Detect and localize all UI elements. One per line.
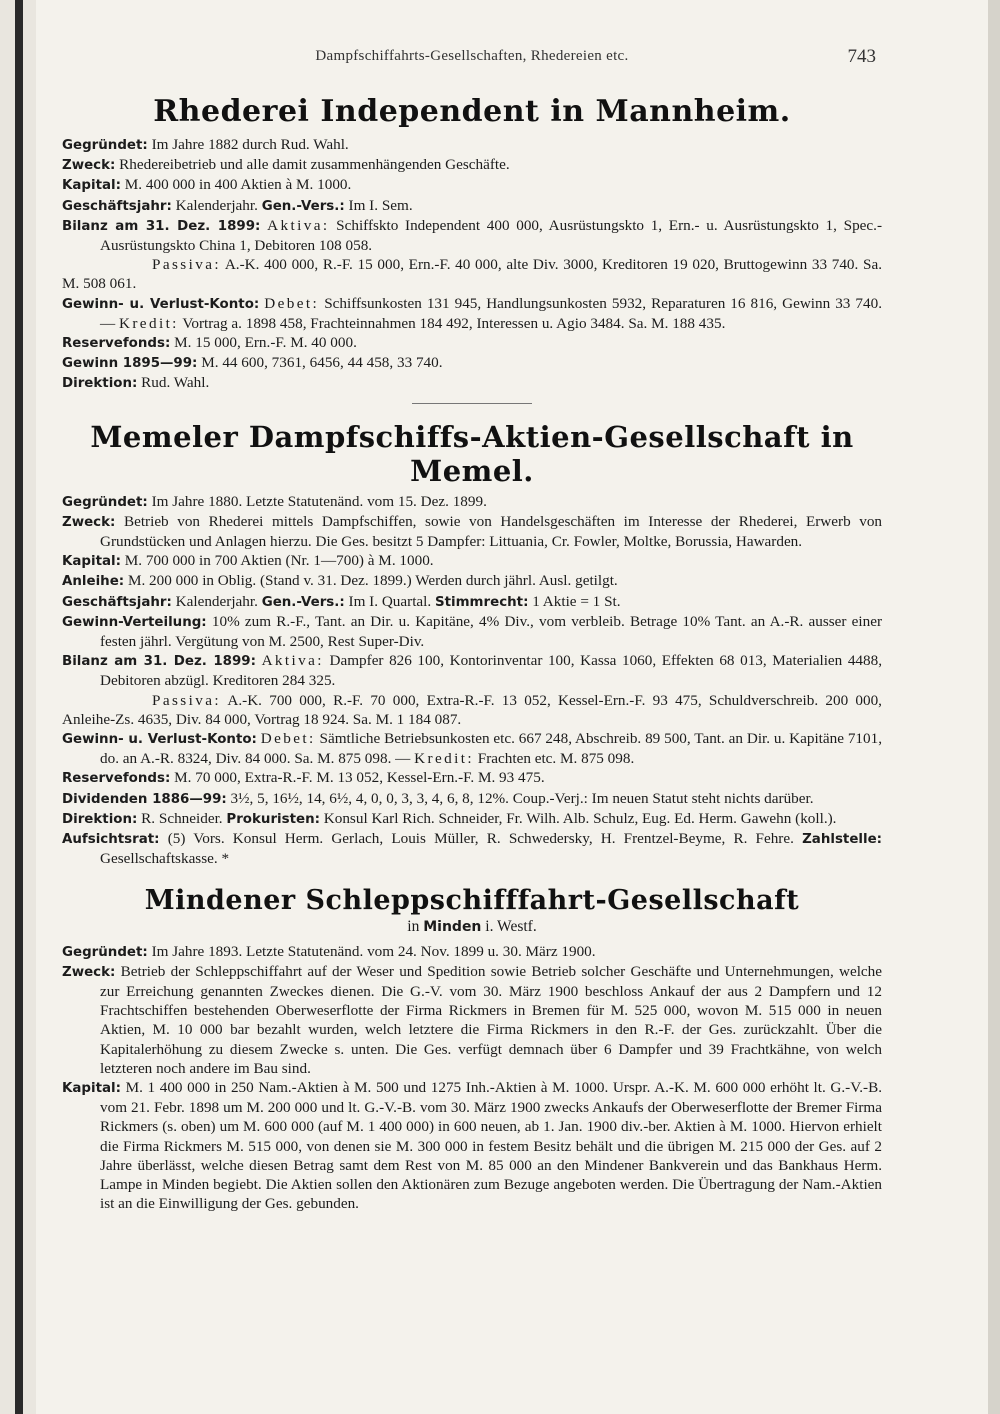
field-geschaeftsjahr: Geschäftsjahr: Kalenderjahr. Gen.-Vers.: Im I. Sem. [62,196,413,214]
page-edge [988,0,1000,1414]
entry-mindener-schleppschifffahrt [62,885,882,1214]
field-anleihe: Anleihe: M. 200 000 in Oblig. (Stand v. 31. Dez. 1899.) Werden durch jährl. Ausl. getilgt. [62,572,618,590]
field-geschaeftsjahr: Geschäftsjahr: Kalenderjahr. Gen.-Vers.: Im I. Quartal. Stimmrecht: 1 Aktie = 1 St. [62,592,621,610]
page-number: 743 [847,46,876,67]
field-gegruendet: Gegründet: Im Jahre 1880. Letzte Statutenänd. vom 15. Dez. 1899. [62,492,487,510]
section-title: Rhederei Independent in Mannheim. [153,94,791,129]
field-gewinn-verteilung: Gewinn-Verteilung: 10% zum R.-F., Tant. an Dir. u. Kapitäne, 4% Div., vom verbleib. Betrage 10% Tant. an A.-R. ausser einer festen jährl. Vergütung von M. 2500, Rest Super-Div. [62,612,883,651]
field-aufsichtsrat: Aufsichtsrat: (5) Vors. Konsul Herm. Gerlach, Louis Müller, R. Schwedersky, H. Frentzel-Beyme, R. Fehre. Zahlstelle: Gesellschaftskasse. * [62,830,883,868]
field-reservefonds: Reservefonds: M. 15 000, Ern.-F. M. 40 000. [62,334,357,352]
field-bilanz: Bilanz am 31. Dez. 1899: Aktiva: Dampfer 826 100, Kontorinventar 100, Kassa 1060, Effekten 68 013, Materialien 4488, Debitoren abzügl. Kreditoren 284 325. [62,652,883,690]
field-zweck: Zweck: Betrieb der Schleppschiffahrt auf der Weser und Spedition sowie Betrieb solcher Geschäfte und Unternehmungen, welche zur Erreichung genannten Zweckes dienen. Die G.-V. vom 30. März 1900 beschloss Ankauf der aus 2 Dampfern und 12 Frachtschiffen bestehenden Oberweserflotte der Firma Rickmers in Bremen für M. 525 000, wovon M. 515 000 in neuen Aktien, M. 10 000 bar bezahlt wurden, welch letztere die Firma Rickmers in den R.-F. der Ges. zurückzahlt. Über die Kapitalerhöhung zu diesem Zwecke s. unten. Die Ges. verfügt demnach über 6 Dampfer und 39 Frachtkähne, von welch letzteren noch andere im Bau sind. [62,962,883,1077]
section-title: Memeler Dampfschiffs-Aktien-Gesellschaft in Memel. [90,419,854,488]
field-gegruendet: Gegründet: Im Jahre 1882 durch Rud. Wahl. [62,136,349,153]
field-gewinn-verlust: Gewinn- u. Verlust-Konto: Debet: Sämtliche Betriebsunkosten etc. 667 248, Abschreib. 89 500, Tant. an Dir. u. Kapitäne 7101, do. an A.-R. 8324, Div. 84 000. Sa. M. 875 098. — Kredit: Frachten etc. M. 875 098. [62,730,883,768]
running-header [62,48,882,74]
field-kapital: Kapital: M. 700 000 in 700 Aktien (Nr. 1—700) à M. 1000. [62,552,434,570]
field-gegruendet: Gegründet: Im Jahre 1893. Letzte Statutenänd. vom 24. Nov. 1899 u. 30. März 1900. [62,942,596,960]
field-zweck: Zweck: Rhedereibetrieb und alle damit zusammenhängenden Geschäfte. [62,156,510,174]
running-title: Dampfschiffahrts-Gesellschaften, Rhedereien etc. [315,48,629,64]
field-passiva: Passiva: A.-K. 700 000, R.-F. 70 000, Extra-R.-F. 13 052, Kessel-Ern.-F. 93 475, Schuldverschreib. 200 000, Anleihe-Zs. 4635, Div. 84 000, Vortrag 18 924. Sa. M. 1 184 087. [62,691,882,728]
field-kapital: Kapital: M. 1 400 000 in 250 Nam.-Aktien à M. 500 und 1275 Inh.-Aktien à M. 1000. Urspr. A.-K. M. 600 000 erhöht lt. G.-V.-B. vom 21. Febr. 1898 um M. 200 000 und lt. G.-V.-B. vom 30. März 1900 zwecks Ankaufs der Oberweserflotte der Bremer Firma Rickmers (s. oben) um M. 600 000 (auf M. 1 400 000) in 600 neuen, ab 1. Jan. 1900 div.-ber. Aktien à M. 1000. Hiervon erhielt die Firma Rickmers M. 515 000, von denen sie M. 300 000 in festem Besitz behält und die übrigen M. 215 000 der Ges. auf 2 Jahre überlässt, welche diesen Betrag samt dem Rest von M. 85 000 an den Mindener Bankverein und das Bankhaus Herm. Lampe in Minden begiebt. Die Aktien sollen den Aktionären zum Bezuge angeboten werden. Die Übertragung der Nam.-Aktien ist an die Einwilligung der Ges. gebunden. [62,1078,883,1213]
section-subtitle: in Minden i. Westf. [407,917,537,935]
field-dividenden: Dividenden 1886—99: 3½, 5, 16½, 14, 6½, 4, 0, 0, 3, 3, 4, 6, 8, 12%. Coup.-Verj.: Im neuen Statut steht nichts darüber. [62,789,814,807]
section-title: Mindener Schleppschifffahrt-Gesellschaft [144,884,800,916]
field-gewinn-verlust: Gewinn- u. Verlust-Konto: Debet: Schiffsunkosten 131 945, Handlungsunkosten 5932, Reparaturen 16 816, Gewinn 33 740. — Kredit: Vortrag a. 1898 458, Frachteinnahmen 184 492, Interessen u. Agio 3484. Sa. M. 188 435. [62,294,882,332]
field-bilanz: Bilanz am 31. Dez. 1899: Aktiva: Schiffskto Independent 400 000, Ausrüstungskto 1, Ern.- u. Ausrüstungskto 1, Spec.-Ausrüstungskto China 1, Debitoren 108 058. [62,216,883,255]
field-reservefonds: Reservefonds: M. 70 000, Extra-R.-F. M. 13 052, Kessel-Ern.-F. M. 93 475. [62,769,545,787]
section-divider [412,403,532,404]
field-kapital: Kapital: M. 400 000 in 400 Aktien à M. 1000. [62,176,352,194]
field-passiva: Passiva: A.-K. 400 000, R.-F. 15 000, Ern.-F. 40 000, alte Div. 3000, Kreditoren 19 020, Bruttogewinn 33 740. Sa. M. 508 061. [62,256,882,293]
entry-rhederei-independent [62,94,882,404]
field-direktion: Direktion: R. Schneider. Prokuristen: Konsul Karl Rich. Schneider, Fr. Wilh. Alb. Schulz, Eug. Ed. Herm. Gawehn (koll.). [62,809,837,827]
document-page [62,48,882,1213]
field-gewinn: Gewinn 1895—99: M. 44 600, 7361, 6456, 44 458, 33 740. [62,354,443,372]
entry-memeler-dampfschiffs [62,420,882,869]
field-zweck: Zweck: Betrieb von Rhederei mittels Dampfschiffen, sowie von Handelsgeschäften im Interesse der Rhederei, Erwerb von Grundstücken und Anlagen hierzu. Die Ges. besitzt 5 Dampfer: Littuania, Cr. Fowler, Moltke, Borussia, Hawarden. [62,512,883,551]
binding-edge [15,0,23,1414]
field-direktion: Direktion: Rud. Wahl. [62,374,210,392]
